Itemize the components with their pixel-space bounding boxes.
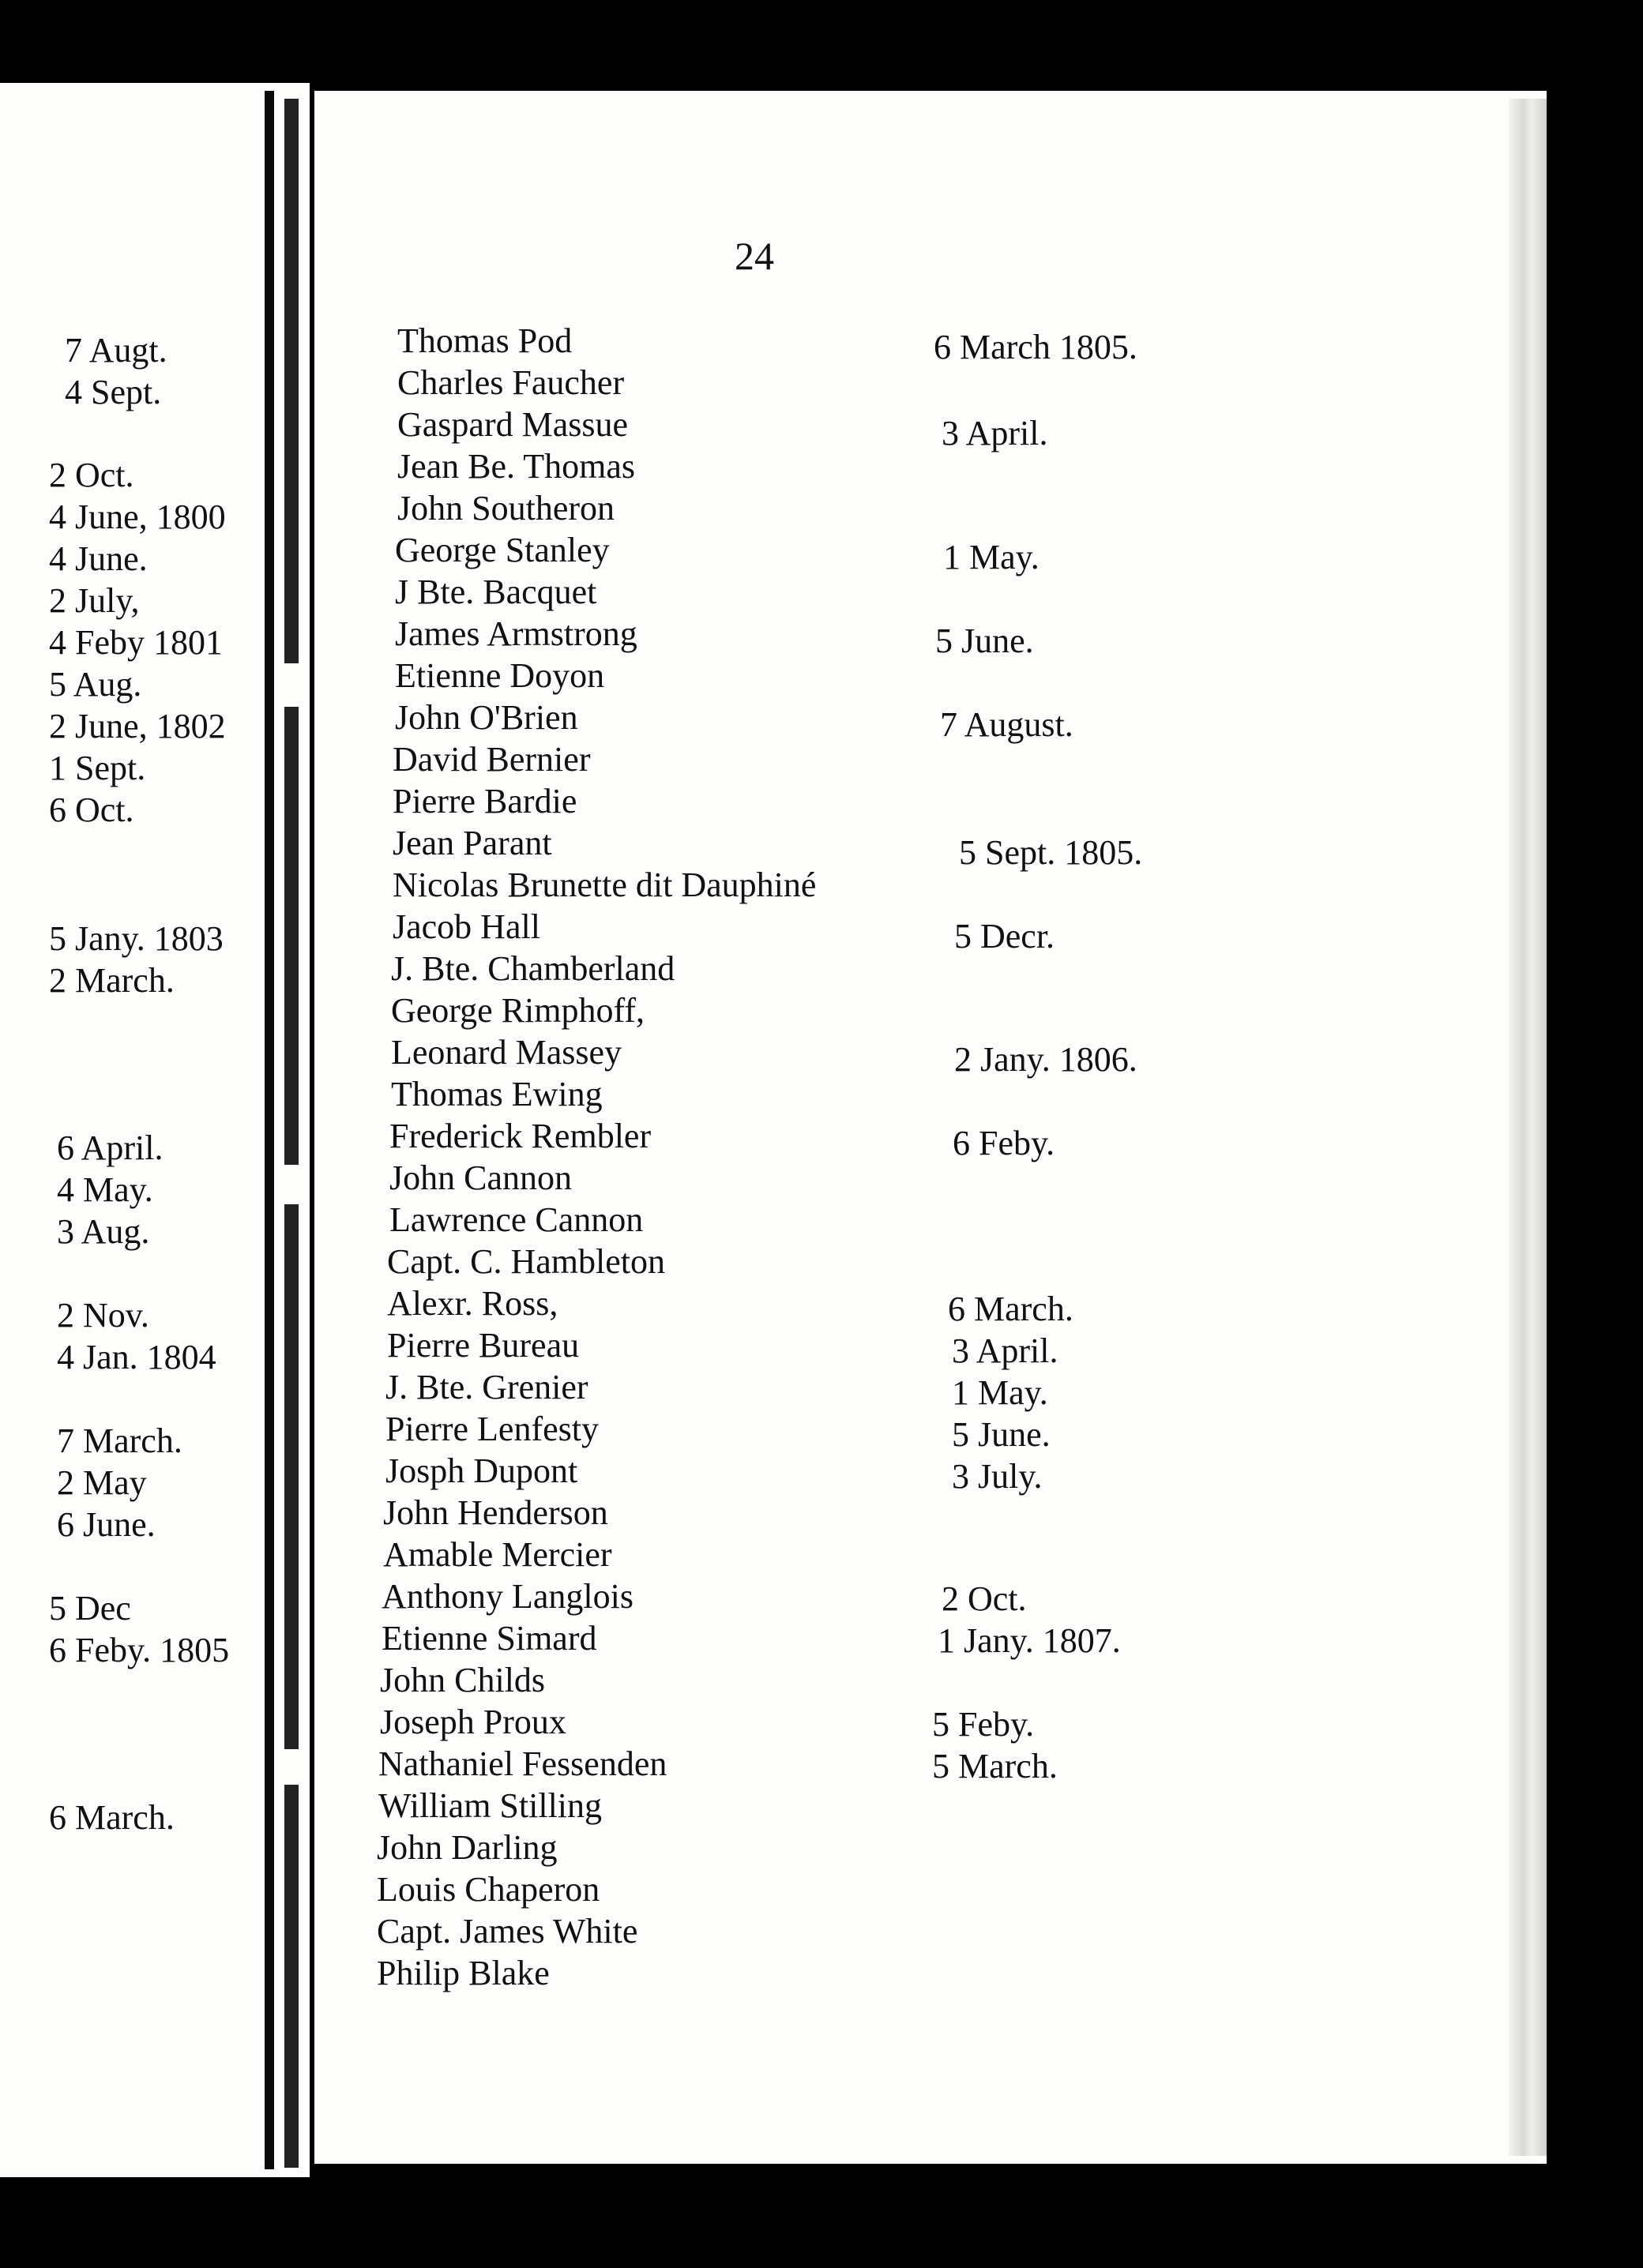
right-date: 7 August. [940, 705, 1073, 744]
name-entry: James Armstrong [395, 614, 637, 653]
gutter-bracket [284, 707, 299, 1165]
left-date: 1 Sept. [49, 749, 146, 787]
name-entry: Lawrence Cannon [389, 1200, 644, 1239]
name-entry: Louis Chaperon [377, 1870, 600, 1909]
right-date: 5 Feby. [932, 1705, 1035, 1744]
left-date: 4 June, 1800 [49, 498, 226, 536]
name-entry: Capt. C. Hambleton [387, 1242, 665, 1281]
left-date: 4 May. [57, 1170, 153, 1209]
name-entry: Frederick Rembler [389, 1117, 652, 1155]
left-date: 2 June, 1802 [49, 707, 226, 745]
left-date: 4 June. [49, 539, 148, 578]
left-date: 5 Jany. 1803 [49, 919, 224, 958]
name-entry: Pierre Bardie [393, 782, 577, 820]
left-date: 6 April. [57, 1128, 164, 1167]
left-date: 7 Augt. [65, 331, 167, 370]
name-entry: Etienne Doyon [395, 656, 605, 695]
name-entry: John Childs [380, 1661, 546, 1699]
name-entry: Alexr. Ross, [387, 1284, 558, 1323]
left-date: 2 Nov. [57, 1296, 149, 1335]
name-entry: John Henderson [383, 1493, 608, 1532]
name-entry: Etienne Simard [382, 1619, 597, 1658]
name-entry: Capt. James White [377, 1912, 638, 1951]
name-entry: Philip Blake [377, 1954, 550, 1992]
right-date: 1 May. [943, 538, 1040, 576]
left-date: 5 Aug. [49, 665, 142, 704]
left-date: 5 Dec [49, 1589, 131, 1628]
name-entry: Nathaniel Fessenden [378, 1744, 667, 1783]
left-date: 2 March. [49, 961, 175, 1000]
left-date: 4 Jan. 1804 [57, 1338, 216, 1376]
name-entry: J. Bte. Chamberland [391, 949, 675, 988]
right-date: 1 May. [952, 1373, 1048, 1412]
name-entry: Joseph Proux [380, 1703, 566, 1741]
right-date: 6 Feby. [953, 1124, 1055, 1162]
left-date: 2 Oct. [49, 456, 134, 494]
name-entry: John O'Brien [395, 698, 578, 737]
left-date: 7 March. [57, 1421, 182, 1460]
name-entry: Gaspard Massue [397, 405, 629, 444]
left-date: 4 Sept. [65, 373, 162, 411]
left-date: 6 March. [49, 1798, 175, 1837]
name-entry: John Darling [377, 1828, 558, 1867]
left-date: 2 May [57, 1463, 147, 1502]
name-entry: John Cannon [389, 1158, 572, 1197]
right-date: 3 April. [952, 1331, 1058, 1370]
right-date: 3 April. [942, 414, 1048, 452]
name-entry: Thomas Pod [397, 321, 573, 360]
left-date: 6 Feby. 1805 [49, 1631, 230, 1669]
name-entry: Josph Dupont [385, 1451, 578, 1490]
right-date: 3 July. [952, 1457, 1043, 1496]
left-date: 6 June. [57, 1505, 156, 1544]
gutter-bracket [284, 99, 299, 663]
page-edge [1509, 99, 1547, 2156]
page-number: 24 [735, 234, 774, 278]
name-entry: J Bte. Bacquet [395, 573, 597, 611]
name-entry: Charles Faucher [397, 363, 625, 402]
gutter-bracket [284, 1204, 299, 1749]
name-entry: George Rimphoff, [391, 991, 645, 1030]
left-date: 2 July, [49, 581, 140, 620]
name-entry: Anthony Langlois [382, 1577, 634, 1616]
right-date: 2 Oct. [942, 1579, 1027, 1618]
right-date: 6 March 1805. [934, 328, 1137, 366]
right-date: 2 Jany. 1806. [954, 1040, 1137, 1079]
name-entry: Jean Parant [393, 824, 552, 862]
name-entry: David Bernier [393, 740, 591, 779]
name-entry: Jacob Hall [393, 907, 540, 946]
name-entry: William Stilling [378, 1786, 603, 1825]
right-date: 1 Jany. 1807. [938, 1621, 1121, 1660]
name-entry: Jean Be. Thomas [397, 447, 636, 486]
name-entry: Nicolas Brunette dit Dauphiné [393, 866, 817, 904]
right-date: 5 Decr. [954, 917, 1055, 956]
name-entry: Pierre Bureau [387, 1326, 580, 1365]
name-entry: Thomas Ewing [391, 1075, 603, 1113]
gutter-bracket [284, 1785, 299, 2168]
right-date: 5 June. [952, 1415, 1051, 1454]
name-entry: Amable Mercier [383, 1535, 612, 1574]
right-date: 5 June. [935, 621, 1034, 660]
right-date: 5 March. [932, 1747, 1058, 1785]
right-date: 5 Sept. 1805. [959, 833, 1143, 872]
name-entry: Leonard Massey [391, 1033, 622, 1072]
left-date: 3 Aug. [57, 1212, 150, 1251]
name-entry: Pierre Lenfesty [385, 1410, 599, 1448]
name-entry: John Southeron [397, 489, 615, 528]
name-entry: George Stanley [395, 531, 610, 569]
name-entry: J. Bte. Grenier [385, 1368, 588, 1406]
right-date: 6 March. [948, 1290, 1073, 1328]
left-date: 4 Feby 1801 [49, 623, 223, 662]
left-date: 6 Oct. [49, 790, 134, 829]
gutter [265, 91, 274, 2169]
